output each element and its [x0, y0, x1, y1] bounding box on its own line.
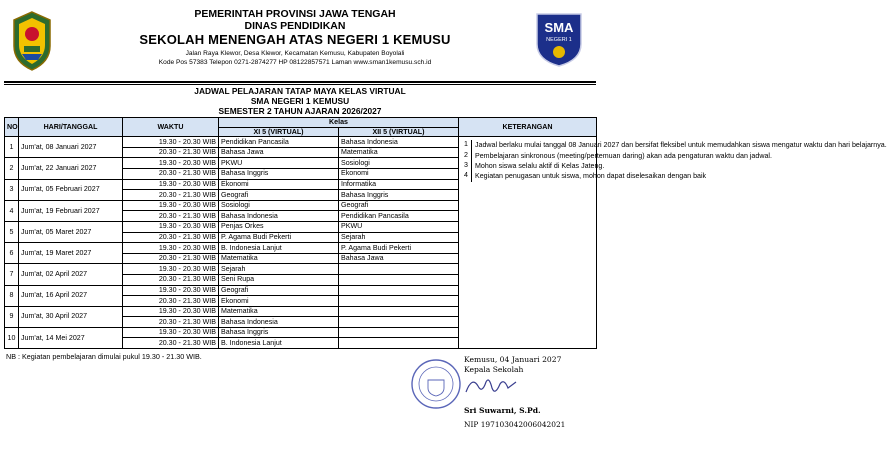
- cell-xii: [339, 296, 459, 307]
- cell-xi: Matematika: [219, 306, 339, 317]
- row-time: 19.30 - 20.30 WIB: [123, 327, 219, 338]
- cell-xii: Ekonomi: [339, 168, 459, 179]
- schedule-table: [4, 117, 887, 349]
- row-day: Jum'at, 08 Januari 2027: [19, 137, 123, 158]
- cell-xi: Bahasa Inggris: [219, 168, 339, 179]
- row-number: 6: [5, 243, 19, 264]
- header-divider: [4, 81, 596, 83]
- row-time: 20.30 - 21.30 WIB: [123, 168, 219, 179]
- cell-xi: Seni Rupa: [219, 274, 339, 285]
- row-number: 3: [5, 179, 19, 200]
- cell-xii: [339, 264, 459, 275]
- cell-xi: B. Indonesia Lanjut: [219, 243, 339, 254]
- cell-xi: Bahasa Jawa: [219, 147, 339, 158]
- cell-xii: Bahasa Indonesia: [339, 137, 459, 148]
- row-time: 20.30 - 21.30 WIB: [123, 147, 219, 158]
- logo-subtext: NEGERI 1: [546, 37, 572, 43]
- row-time: 19.30 - 20.30 WIB: [123, 264, 219, 275]
- place-date: Kemusu, 04 Januari 2027: [464, 355, 562, 364]
- signature-block: [464, 354, 594, 429]
- row-day: Jum'at, 30 April 2027: [19, 306, 123, 327]
- handwritten-signature-icon: [462, 372, 522, 402]
- title-line-2: SMA NEGERI 1 KEMUSU: [250, 96, 350, 106]
- row-time: 19.30 - 20.30 WIB: [123, 158, 219, 169]
- cell-xi: Geografi: [219, 285, 339, 296]
- document-titles: [0, 86, 600, 116]
- header-time: WAKTU: [123, 118, 219, 137]
- row-number: 8: [5, 285, 19, 306]
- signer-nip: NIP 197103042006042021: [464, 420, 566, 429]
- cell-xii: [339, 338, 459, 349]
- cell-xii: [339, 317, 459, 328]
- jawa-tengah-emblem-icon: [10, 10, 54, 72]
- cell-xii: P. Agama Budi Pekerti: [339, 243, 459, 254]
- cell-xi: Ekonomi: [219, 179, 339, 190]
- cell-xii: Sejarah: [339, 232, 459, 243]
- cell-xii: Pendidikan Pancasila: [339, 211, 459, 222]
- row-day: Jum'at, 05 Maret 2027: [19, 221, 123, 242]
- cell-xi: Bahasa Indonesia: [219, 317, 339, 328]
- agency-name: DINAS PENDIDIKAN: [244, 20, 346, 32]
- row-time: 19.30 - 20.30 WIB: [123, 243, 219, 254]
- row-day: Jum'at, 02 April 2027: [19, 264, 123, 285]
- keterangan-cell: [459, 137, 887, 349]
- row-day: Jum'at, 16 April 2027: [19, 285, 123, 306]
- cell-xi: Bahasa Inggris: [219, 327, 339, 338]
- cell-xii: Geografi: [339, 200, 459, 211]
- keterangan-text: Mohon siswa selalu aktif di Kelas Jateng.: [475, 162, 605, 170]
- row-time: 20.30 - 21.30 WIB: [123, 338, 219, 349]
- header-kelas: Kelas: [219, 118, 459, 128]
- logo-text: SMA: [544, 20, 574, 35]
- schedule-body: [5, 137, 887, 349]
- school-contact: Kode Pos 57383 Telepon 0271-2874277 HP 08122857571 Laman www.sman1kemusu.sch.id: [158, 59, 432, 66]
- cell-xii: PKWU: [339, 221, 459, 232]
- header-divider-thin: [4, 84, 596, 85]
- row-time: 20.30 - 21.30 WIB: [123, 253, 219, 264]
- keterangan-item: [461, 140, 887, 150]
- school-address: Jalan Raya Klewor, Desa Klewor, Kecamatan Kemusu, Kabupaten Boyolali: [185, 50, 405, 57]
- row-time: 20.30 - 21.30 WIB: [123, 190, 219, 201]
- row-time: 20.30 - 21.30 WIB: [123, 296, 219, 307]
- keterangan-item: [461, 171, 707, 181]
- cell-xii: Bahasa Jawa: [339, 253, 459, 264]
- sma-negeri-logo-icon: [533, 10, 585, 68]
- cell-xii: Informatika: [339, 179, 459, 190]
- row-time: 20.30 - 21.30 WIB: [123, 232, 219, 243]
- cell-xi: Sejarah: [219, 264, 339, 275]
- signer-role: Kepala Sekolah: [464, 365, 524, 374]
- row-time: 19.30 - 20.30 WIB: [123, 179, 219, 190]
- row-day: Jum'at, 19 Februari 2027: [19, 200, 123, 221]
- keterangan-text: Jadwal berlaku mulai tanggal 08 Januari 2027 dan bersifat fleksibel untuk memudahkan siswa mengatur waktu dan hari belajarnya.: [475, 141, 887, 150]
- row-number: 5: [5, 221, 19, 242]
- header-no: NO: [5, 118, 19, 137]
- row-time: 19.30 - 20.30 WIB: [123, 306, 219, 317]
- cell-xi: Geografi: [219, 190, 339, 201]
- row-number: 1: [5, 137, 19, 158]
- keterangan-item: [461, 150, 772, 161]
- keterangan-text: Kegiatan penugasan untuk siswa, mohon dapat diselesaikan dengan baik: [475, 172, 707, 181]
- row-number: 9: [5, 306, 19, 327]
- gov-name: PEMERINTAH PROVINSI JAWA TENGAH: [194, 8, 396, 20]
- row-day: Jum'at, 22 Januari 2027: [19, 158, 123, 179]
- cell-xii: [339, 306, 459, 317]
- header-keterangan: KETERANGAN: [459, 118, 597, 137]
- row-number: 2: [5, 158, 19, 179]
- row-time: 20.30 - 21.30 WIB: [123, 211, 219, 222]
- keterangan-number: 1: [461, 140, 472, 150]
- title-line-1: JADWAL PELAJARAN TATAP MAYA KELAS VIRTUAL: [194, 86, 406, 96]
- cell-xi: Matematika: [219, 253, 339, 264]
- row-day: Jum'at, 14 Mei 2027: [19, 327, 123, 348]
- keterangan-number: 3: [461, 161, 472, 171]
- row-day: Jum'at, 05 Februari 2027: [19, 179, 123, 200]
- cell-xi: Penjas Orkes: [219, 221, 339, 232]
- signer-name: Sri Suwarni, S.Pd.: [464, 406, 541, 415]
- cell-xii: [339, 327, 459, 338]
- cell-xi: PKWU: [219, 158, 339, 169]
- table-row: [5, 137, 597, 148]
- school-stamp-icon: [410, 358, 462, 410]
- row-number: 7: [5, 264, 19, 285]
- row-time: 19.30 - 20.30 WIB: [123, 221, 219, 232]
- cell-xi: Bahasa Indonesia: [219, 211, 339, 222]
- note: NB : Kegiatan pembelajaran dimulai pukul 19.30 - 21.30 WIB.: [6, 352, 202, 361]
- keterangan-number: 4: [461, 171, 472, 181]
- school-name: SEKOLAH MENENGAH ATAS NEGERI 1 KEMUSU: [139, 32, 451, 47]
- row-day: Jum'at, 19 Maret 2027: [19, 243, 123, 264]
- row-time: 19.30 - 20.30 WIB: [123, 200, 219, 211]
- letterhead: [0, 0, 600, 82]
- title-line-3: SEMESTER 2 TAHUN AJARAN 2026/2027: [218, 106, 382, 116]
- cell-xi: Ekonomi: [219, 296, 339, 307]
- header-day: HARI/TANGGAL: [19, 118, 123, 137]
- cell-xi: B. Indonesia Lanjut: [219, 338, 339, 349]
- cell-xii: Sosiologi: [339, 158, 459, 169]
- row-number: 4: [5, 200, 19, 221]
- row-time: 20.30 - 21.30 WIB: [123, 274, 219, 285]
- cell-xi: Sosiologi: [219, 200, 339, 211]
- cell-xi: Pendidikan Pancasila: [219, 137, 339, 148]
- row-number: 10: [5, 327, 19, 348]
- cell-xii: [339, 285, 459, 296]
- cell-xii: Matematika: [339, 147, 459, 158]
- keterangan-item: [461, 161, 605, 171]
- header-class-xii: XII 5 (VIRTUAL): [339, 127, 459, 137]
- row-time: 20.30 - 21.30 WIB: [123, 317, 219, 328]
- cell-xii: Bahasa Inggris: [339, 190, 459, 201]
- cell-xii: [339, 274, 459, 285]
- keterangan-text: Pembelajaran sinkronous (meeting/pertemuan daring) akan ada pengaturan waktu dan jadwal.: [475, 151, 772, 160]
- cell-xi: P. Agama Budi Pekerti: [219, 232, 339, 243]
- keterangan-number: 2: [461, 151, 472, 161]
- row-time: 19.30 - 20.30 WIB: [123, 137, 219, 148]
- row-time: 19.30 - 20.30 WIB: [123, 285, 219, 296]
- header-class-xi: XI 5 (VIRTUAL): [219, 127, 339, 137]
